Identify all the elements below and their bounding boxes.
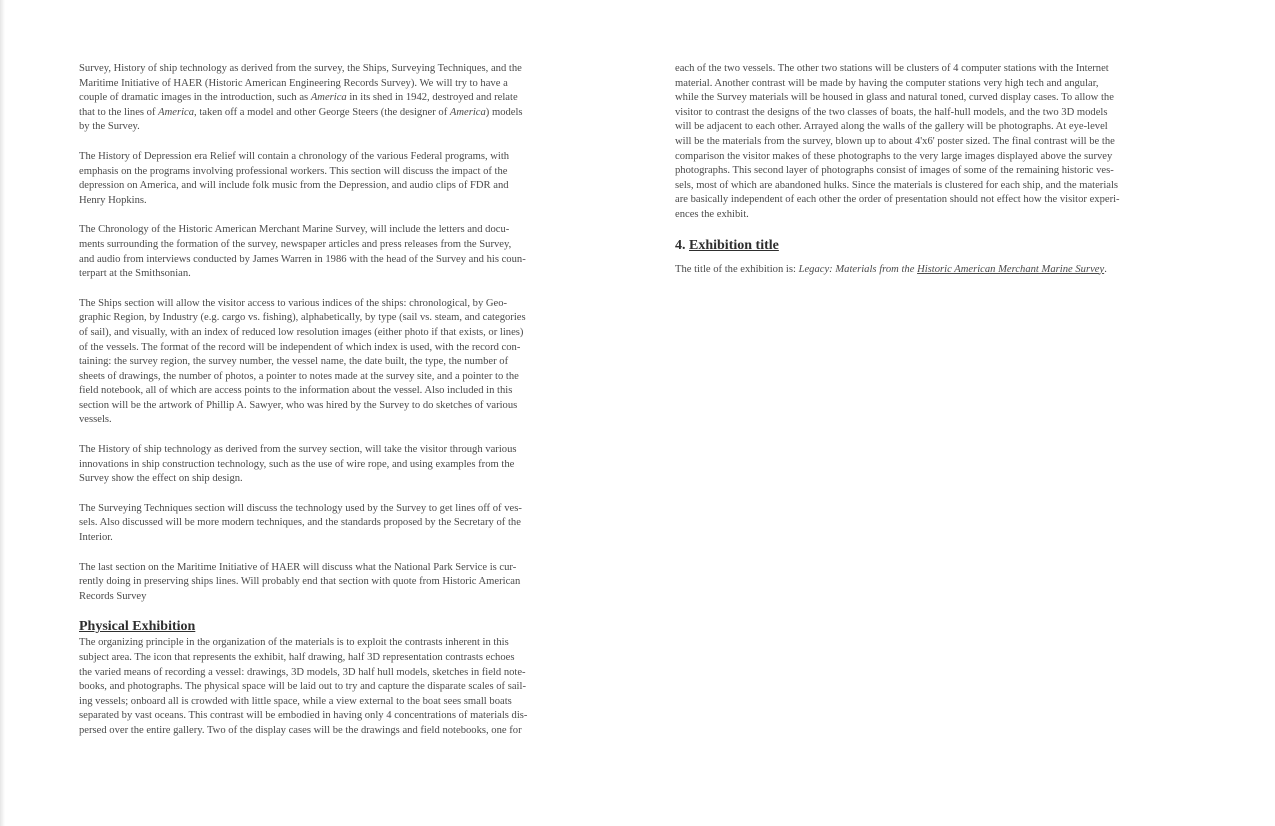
vessel-name: America bbox=[449, 106, 486, 118]
right-column bbox=[675, 62, 1198, 292]
paragraph-survey-chronology: The Chronology of the Historic American Merchant Marine Survey, will include the letters and docu- ments surrounding the formation of the survey, newspaper articles and press releases from the Survey, and audio from interviews conducted by James Warren in 1986 with the head of the Survey and his coun- terpart at the Smithsonian. bbox=[79, 224, 526, 280]
vessel-name: America bbox=[310, 92, 347, 104]
vessel-name: America bbox=[158, 106, 195, 118]
paragraph-exhibition-title: The title of the exhibition is: Legacy: Materials from the Historic American Merchant Marine Survey. bbox=[675, 263, 1107, 275]
exhibition-title-italic: Legacy: Materials from the bbox=[798, 263, 918, 275]
paragraph-physical-exhibition-continued: each of the two vessels. The other two stations will be clusters of 4 computer stations with the Internet material. Another contrast will be made by having the computer stations very high tech and angular, while the Survey materials will be housed in glass and natural toned, curved display cases. To allow the visitor to contrast the designs of the two classes of boats, the half-hull models, and the two 3D models will be adjacent to each other. Arrayed along the walls of the gallery will be photographs. At eye-level will be the materials from the survey, blown up to about 4'x6' poster sized. The final contrast will be the comparison the visitor makes of these photographs to the very large images displayed above the survey photographs. This second layer of photographs consist of images of some of the remaining historic ves- sels, most of which are abandoned hulks. Since the materials is clustered for each ship, and the materials are basically independent of each other the order of presentation should not effect how the visitor experi- ences the exhibit. bbox=[675, 63, 1120, 220]
heading-exhibition-title bbox=[675, 238, 1198, 254]
paragraph-depression-relief: The History of Depression era Relief will contain a chronology of the various Federal programs, with emphasis on the programs involving professional workers. This section will discuss the impact of the depression on America, and will include folk music from the Depression, and audio clips of FDR and Henry Hopkins. bbox=[79, 150, 510, 206]
exhibition-title-underlined: Historic American Merchant Marine Survey bbox=[917, 263, 1105, 275]
paragraph-physical-exhibition: The organizing principle in the organization of the materials is to exploit the contrasts inherent in this subject area. The icon that represents the exhibit, half drawing, half 3D representation contrasts echoes the varied means of recording a vessel: drawings, 3D models, 3D half hull models, sketches in field note- books, and photographs. The physical space will be laid out to try and capture the disparate scales of sail- ing vessels; onboard all is crowded with little space, while a view external to the boat sees small boats separated by vast oceans. This contrast will be embodied in having only 4 concentrations of materials dis- persed over the entire gallery. Two of the display cases will be the drawings and field notebooks, one for bbox=[79, 637, 528, 736]
page-edge bbox=[0, 0, 5, 826]
paragraph-ships-section: The Ships section will allow the visitor access to various indices of the ships: chronological, by Geo- graphic Region, by Industry (e.g. cargo vs. fishing), alphabetically, by type (sail vs. steam, and categories of sail), and visually, with an index of reduced low resolution images (either photo if that exists, or lines) of the vessels. The format of the record will be independent of which index is used, with the record con- taining: the survey region, the survey number, the vessel name, the date built, the type, the number of sheets of drawings, the number of photos, a pointer to notes made at the survey site, and a pointer to the field notebook, all of which are access points to the information about the vessel. Also included in this section will be the artwork of Phillip A. Sawyer, who was hired by the Survey to do sketches of various vessels. bbox=[79, 297, 526, 426]
paragraph-maritime-initiative: The last section on the Maritime Initiative of HAER will discuss what the National Park Service is cur- rently doing in preserving ships lines. Will probably end that section with quote from Historic American Records Survey bbox=[79, 561, 521, 602]
heading-physical-exhibition: Physical Exhibition bbox=[79, 619, 196, 635]
paragraph-ship-technology: The History of ship technology as derived from the survey section, will take the visitor through various innovations in ship construction technology, such as the use of wire rope, and using examples from the Survey show the effect on ship design. bbox=[79, 444, 517, 485]
heading-text: Exhibition title bbox=[689, 237, 779, 253]
paragraph-introduction: Survey, History of ship technology as derived from the survey, the Ships, Surveying Techniques, and the Maritime Initiative of HAER (Historic American Engineering Records Survey). We will try to have a couple of dramatic images in the introduction, such as America in its shed in 1942, destroyed and relate that to the lines of America, taken off a model and other George Steers (the designer of America) models by the Survey. bbox=[79, 63, 523, 133]
paragraph-surveying-techniques: The Surveying Techniques section will discuss the technology used by the Survey to get lines off of ves- sels. Also discussed will be more modern techniques, and the standards proposed by the Secretary of the Interior. bbox=[79, 502, 522, 544]
left-column bbox=[79, 62, 600, 754]
heading-number: 4. bbox=[675, 237, 689, 253]
